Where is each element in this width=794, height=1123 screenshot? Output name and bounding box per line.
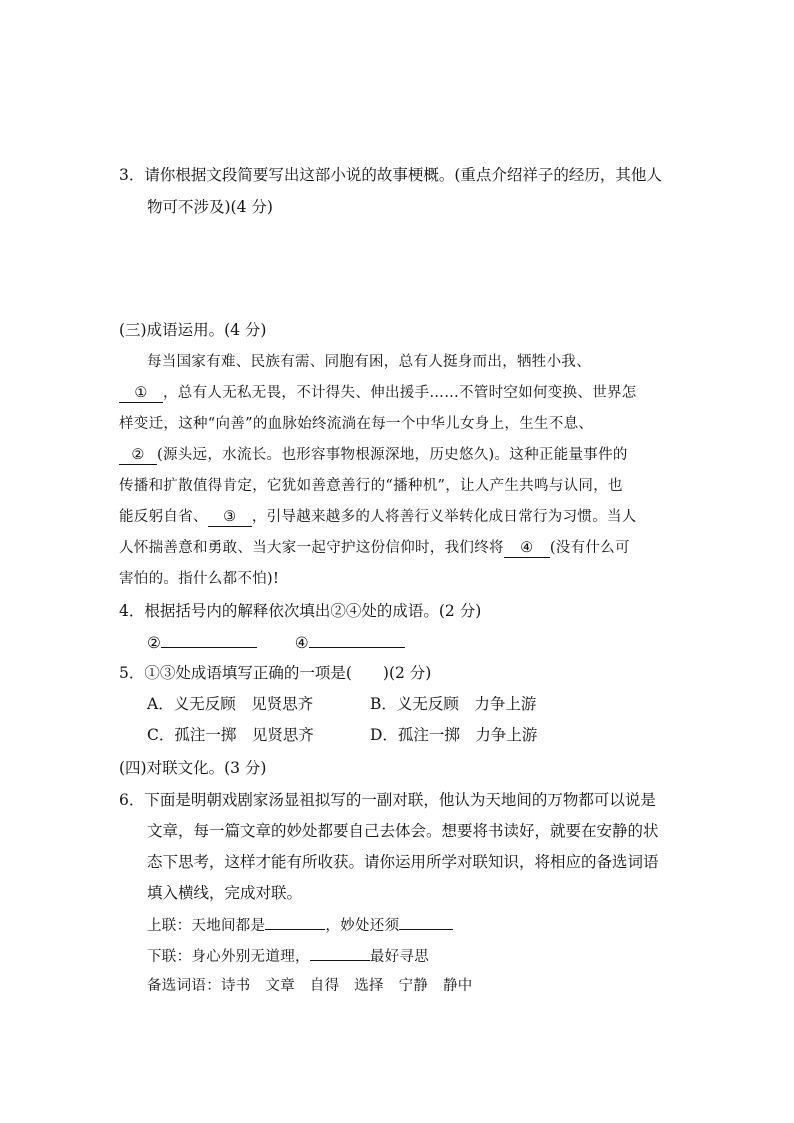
passage-line1: 每当国家有难、民族有需、同胞有困，总有人挺身而出，牺牲小我、 (147, 354, 591, 370)
q3-line1: 3．请你根据文段简要写出这部小说的故事梗概。(重点介绍祥子的经历，其他人 (119, 166, 662, 184)
passage-line4 (119, 444, 628, 466)
passage-line2 (119, 382, 637, 404)
couplet-lower-blank[interactable] (310, 944, 370, 961)
couplet-upper-blank-1[interactable] (265, 913, 325, 930)
passage-line2-text: ，总有人无私无畏，不计得失、伸出援手……不管时空如何变换、世界怎 (163, 385, 637, 401)
section4-heading: (四)对联文化。(3 分) (119, 759, 267, 777)
q6-line2: 文章，每一篇文章的妙处都要自己去体会。想要将书读好，就要在安静的状 (147, 822, 659, 840)
passage-line6 (119, 506, 637, 528)
couplet-upper-text-a: 上联：天地间都是 (147, 918, 266, 934)
passage-line8: 害怕的。指什么都不怕)! (119, 571, 280, 587)
q4-label-2: ② (147, 634, 161, 652)
q5-option-d[interactable]: D．孤注一掷 力争上游 (370, 726, 538, 744)
section3-heading: (三)成语运用。(4 分) (119, 321, 267, 339)
word-options-label: 备选词语： (147, 978, 221, 994)
blank-1[interactable]: ① (119, 384, 163, 403)
passage-line6-text-b: ，引导越来越多的人将善行义举转化成日常行为习惯。当人 (251, 509, 637, 525)
passage-line5: 传播和扩散值得肯定，它犹如善意善行的“播种机”，让人产生共鸣与认同，也 (119, 478, 623, 494)
passage-line7-text-a: 人怀揣善意和勇敢、当大家一起守护这份信仰时，我们终将 (119, 540, 504, 556)
word-options-list: 诗书 文章 自得 选择 宁静 静中 (221, 978, 473, 994)
q6-line1: 6．下面是明朝戏剧家汤显祖拟写的一副对联，他认为天地间的万物都可以说是 (119, 791, 656, 809)
q4-text: 4．根据括号内的解释依次填出②④处的成语。(2 分) (119, 602, 482, 620)
passage-line4-text: (源头远，水流长。也形容事物根源深地，历史悠久)。这种正能量事件的 (157, 447, 628, 463)
q4-answer-line-2[interactable] (161, 631, 257, 648)
passage-line6-text-a: 能反躬自省、 (119, 509, 208, 525)
q5-option-c[interactable]: C．孤注一掷 见贤思齐 (147, 726, 314, 744)
q5-option-b[interactable]: B．义无反顾 力争上游 (370, 695, 537, 713)
q4-answers (147, 631, 405, 654)
couplet-upper (147, 913, 453, 937)
blank-2[interactable]: ② (119, 446, 157, 465)
blank-3[interactable]: ③ (208, 508, 252, 527)
passage-line7-text-b: (没有什么可 (549, 540, 630, 556)
q4-answer-line-4[interactable] (309, 631, 405, 648)
passage-line3: 样变迁，这种“向善”的血脉始终流淌在每一个中华儿女身上，生生不息、 (119, 416, 594, 432)
q3-line2: 物可不涉及)(4 分) (147, 198, 273, 216)
q4-label-4: ④ (294, 634, 309, 652)
couplet-upper-text-b: ，妙处还须 (325, 918, 400, 934)
couplet-lower-text-b: 最好寻思 (369, 949, 430, 965)
couplet-upper-blank-2[interactable] (399, 913, 453, 930)
word-options (147, 975, 473, 997)
q5-text: 5．①③处成语填写正确的一项是( )(2 分) (119, 664, 432, 682)
passage-line7 (119, 537, 630, 559)
q6-line4: 填入横线，完成对联。 (147, 884, 303, 902)
q6-line3: 态下思考，这样才能有所收获。请你运用所学对联知识，将相应的备选词语 (147, 853, 659, 871)
couplet-lower (147, 944, 429, 968)
couplet-lower-text-a: 下联：身心外别无道理， (147, 949, 310, 965)
q5-option-a[interactable]: A．义无反顾 见贤思齐 (147, 695, 314, 713)
blank-4[interactable]: ④ (504, 539, 550, 558)
